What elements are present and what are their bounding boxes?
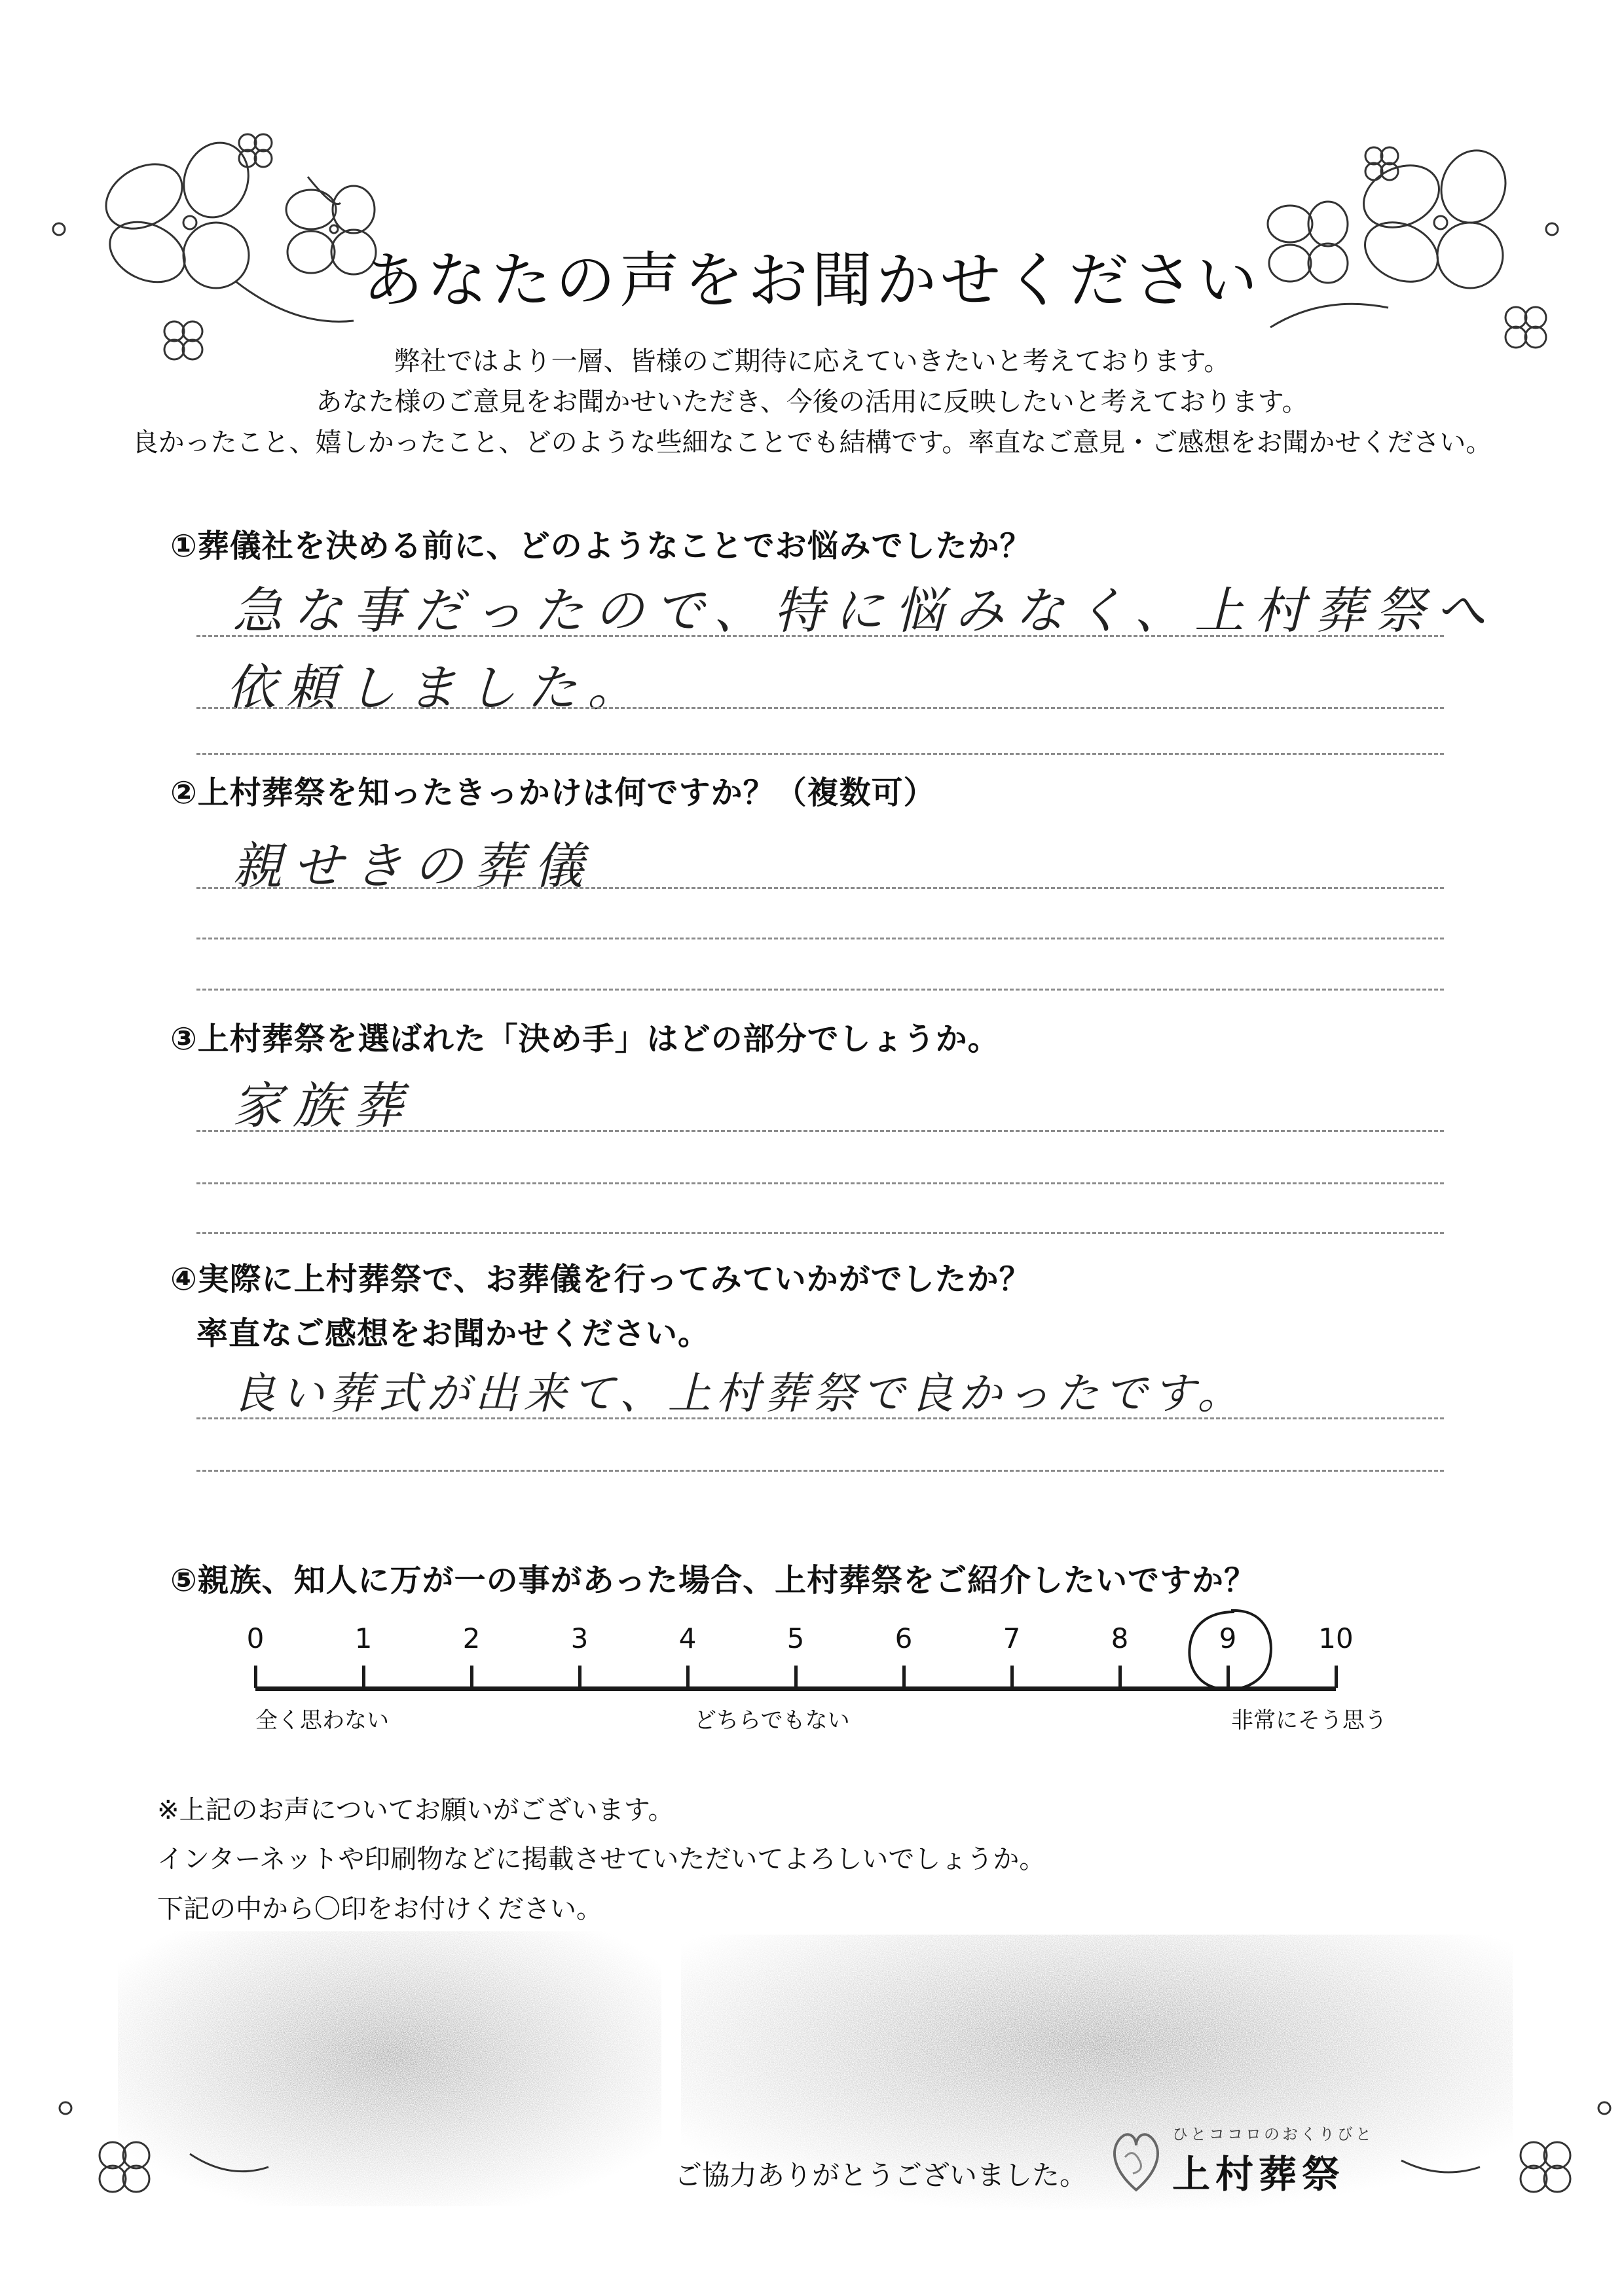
scale-tick-label: 5 xyxy=(786,1622,805,1654)
question-3-answer: 家族葬 xyxy=(232,1076,413,1135)
scale-tick xyxy=(1118,1666,1122,1688)
answer-rule xyxy=(196,635,1444,637)
scale-tick xyxy=(470,1666,473,1688)
scale-label-mid: どちらでもない xyxy=(694,1707,850,1734)
scale-tick-label: 2 xyxy=(462,1622,481,1654)
answer-rule xyxy=(196,938,1444,939)
intro-line-3: 良かったこと、嬉しかったこと、どのような些細なことでも結構です。率直なご意見・ご感想をお聞かせください。 xyxy=(132,428,1492,458)
scale-tick-label: 4 xyxy=(678,1622,697,1654)
question-2-label: ②上村葬祭を知ったきっかけは何ですか？（複数可） xyxy=(170,774,936,811)
selected-score-circle xyxy=(1182,1605,1280,1697)
question-4-answer: 良い葬式が出来て、上村葬祭で良かったです。 xyxy=(232,1368,1246,1419)
question-4-label-line-2: 率直なご感想をお聞かせください。 xyxy=(196,1315,710,1352)
answer-rule xyxy=(196,1130,1444,1132)
question-1-label: ①葬儀社を決める前に、どのようなことでお悩みでしたか？ xyxy=(170,528,1032,564)
scale-tick-label: 9 xyxy=(1219,1622,1237,1654)
scale-tick-label: 6 xyxy=(895,1622,913,1654)
answer-rule xyxy=(196,1182,1444,1184)
answer-rule xyxy=(196,707,1444,709)
scale-tick xyxy=(794,1666,798,1688)
scale-label-low: 全く思わない xyxy=(255,1707,389,1734)
note-line-2: インターネットや印刷物などに掲載させていただいてよろしいでしょうか。 xyxy=(157,1844,1046,1874)
answer-rule xyxy=(196,1470,1444,1472)
scale-tick xyxy=(254,1666,257,1688)
clover-decoration-bottom-left-icon xyxy=(59,2082,282,2226)
answer-rule xyxy=(196,989,1444,991)
note-line-1: ※上記のお声についてお願いがございます。 xyxy=(157,1795,674,1825)
thanks-message: ご協力ありがとうございました。 xyxy=(674,2159,1088,2191)
answer-rule xyxy=(196,753,1444,755)
intro-line-2: あなた様のご意見をお聞かせいただき、今後の活用に反映したいと考えております。 xyxy=(316,387,1308,417)
scale-tick-label: 8 xyxy=(1111,1622,1129,1654)
page-title: あなたの声をお聞かせください xyxy=(362,246,1261,316)
scale-tick-label: 1 xyxy=(354,1622,373,1654)
scale-tick xyxy=(578,1666,581,1688)
scale-tick xyxy=(686,1666,690,1688)
answer-rule xyxy=(196,887,1444,889)
clover-decoration-bottom-right-icon xyxy=(1388,2082,1611,2226)
question-2-answer: 親せきの葬儀 xyxy=(232,837,594,895)
scale-label-high: 非常にそう思う xyxy=(1231,1707,1387,1734)
scale-tick xyxy=(362,1666,365,1688)
scale-tick-label: 3 xyxy=(570,1622,589,1654)
question-5-label: ⑤親族、知人に万が一の事があった場合、上村葬祭をご紹介したいですか？ xyxy=(170,1562,1257,1599)
answer-rule xyxy=(196,1417,1444,1419)
question-1-answer-line-2: 依頼しました。 xyxy=(226,659,648,717)
question-3-label: ③上村葬祭を選ばれた「決め手」はどの部分でしょうか。 xyxy=(170,1021,1000,1057)
note-line-3: 下記の中から〇印をお付けください。 xyxy=(157,1894,602,1924)
scale-tick-label: 0 xyxy=(246,1622,265,1654)
scale-tick xyxy=(1335,1666,1338,1688)
scale-tick-label: 10 xyxy=(1318,1622,1354,1654)
answer-rule xyxy=(196,1232,1444,1234)
question-1-answer-line-1: 急な事だったので、特に悩みなく、上村葬祭へ xyxy=(232,581,1496,640)
scale-tick xyxy=(902,1666,906,1688)
question-4-label: ④実際に上村葬祭で、お葬儀を行ってみていかがでしたか？ xyxy=(170,1261,1031,1298)
intro-line-1: 弊社ではより一層、皆様のご期待に応えていきたいと考えております。 xyxy=(394,346,1230,376)
scale-tick-label: 7 xyxy=(1003,1622,1021,1654)
brand-name: 上村葬祭 xyxy=(1172,2152,1346,2196)
brand-tagline: ひとココロのおくりびと xyxy=(1172,2125,1374,2143)
scale-tick xyxy=(1010,1666,1014,1688)
heart-logo-icon xyxy=(1107,2124,1166,2196)
